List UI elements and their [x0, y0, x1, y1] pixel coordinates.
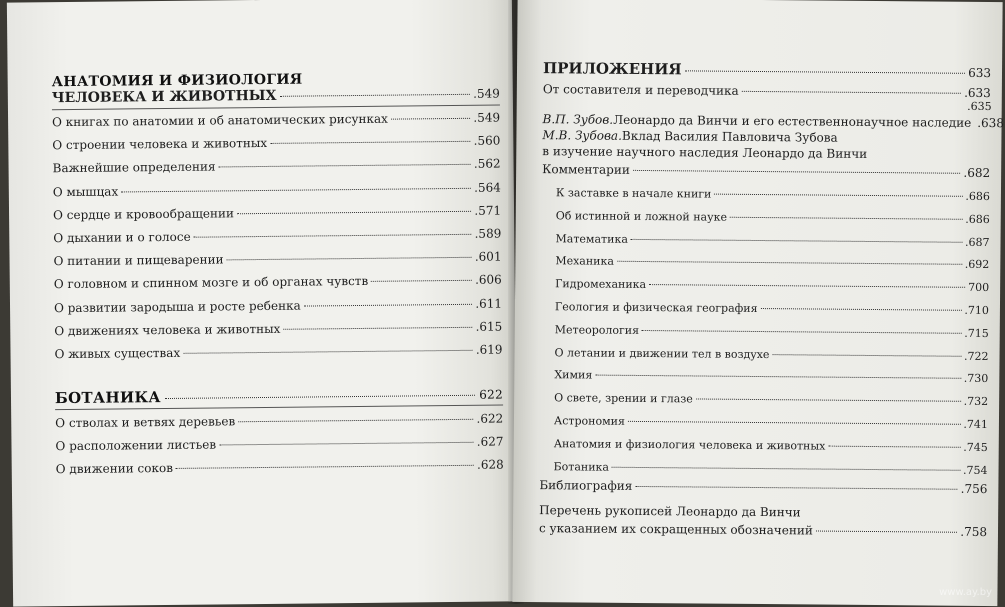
left-page [7, 0, 518, 607]
entry-label: О сердце и кровообращении [53, 206, 234, 223]
toc-entry[interactable] [53, 157, 501, 177]
entry-label: О свете, зрении и глазе [554, 390, 693, 406]
entry-label: Библиография [539, 478, 632, 494]
leader-dots [714, 194, 962, 197]
entry-page: .710 [964, 303, 989, 318]
entry-page: .627 [477, 434, 504, 449]
entry-label: К заставке в начале книги [556, 185, 712, 201]
entry-page: .633 [964, 86, 991, 101]
entry-label: Ботаника [553, 459, 609, 474]
entry-label: О движениях человека и животных [54, 322, 280, 339]
leader-dots [612, 466, 960, 470]
leader-dots [391, 118, 470, 120]
entry-page: .756 [961, 482, 988, 497]
leader-dots [642, 330, 961, 334]
leader-dots [649, 284, 965, 288]
entry-page: .741 [963, 417, 988, 432]
leader-dots [696, 399, 961, 402]
entry-page: .754 [963, 462, 988, 477]
toc-entry[interactable] [54, 319, 502, 339]
toc-entry[interactable] [555, 254, 989, 273]
leader-dots [219, 442, 474, 446]
anatomy-title-row[interactable] [52, 87, 500, 107]
toc-entry-commentary[interactable] [542, 162, 990, 181]
entry-label: Вклад Василия Павловича Зубова [622, 129, 838, 146]
toc-entry[interactable] [55, 434, 503, 454]
toc-entry[interactable] [52, 111, 500, 131]
entry-label: О мышцах [53, 184, 118, 200]
toc-entry[interactable] [555, 322, 989, 341]
toc-entry-bibliography[interactable] [539, 478, 987, 497]
anatomy-title-line1: АНАТОМИЯ И ФИЗИОЛОГИЯ [52, 72, 303, 92]
entry-label: О головном и спинном мозге и об органах чувств [54, 274, 369, 292]
toc-entry[interactable] [554, 390, 988, 409]
entry-label: Химия [554, 368, 592, 383]
entry-page: .589 [475, 226, 502, 241]
botany-title-page: 622 [479, 386, 503, 403]
entry-label: Математика [555, 231, 628, 247]
entry-label: О питании и пищеварении [53, 253, 223, 270]
leader-dots [270, 141, 470, 144]
toc-entry[interactable] [56, 457, 504, 477]
entry-page: .549 [473, 111, 500, 126]
entry-label: О развитии зародыша и росте ребенка [54, 298, 301, 316]
entry-label: Механика [555, 254, 614, 270]
toc-entry[interactable] [54, 273, 502, 293]
leader-dots [617, 261, 962, 265]
entry-page: .730 [964, 371, 989, 386]
leader-dots [595, 375, 960, 379]
entry-page: .692 [965, 257, 990, 272]
entry-label: О стволах и ветвях деревьев [55, 414, 235, 431]
leader-dots [194, 234, 472, 238]
entry-page: .560 [474, 134, 501, 149]
toc-entry[interactable] [554, 436, 988, 455]
leader-dots [279, 94, 470, 97]
toc-entry[interactable] [556, 185, 990, 204]
appendix-title-row[interactable] [543, 61, 991, 81]
leader-dots [176, 465, 474, 469]
entry-page: .628 [477, 457, 504, 472]
leader-dots [685, 70, 965, 73]
appendix-title-page: 633 [968, 66, 991, 81]
botany-entries [7, 0, 512, 3]
toc-entry[interactable] [54, 342, 502, 362]
entry-label-continued: в изучение научного наследия Леонардо да Винчи [542, 144, 867, 162]
leader-dots [633, 170, 961, 174]
toc-entry[interactable] [555, 231, 989, 250]
leader-dots [237, 211, 471, 214]
leader-dots [628, 421, 960, 425]
entry-page: .715 [964, 326, 989, 341]
toc-entry-manuscripts-line1[interactable]: Перечень рукописей Леонардо да Винчи [539, 503, 801, 520]
entry-page: .601 [475, 250, 502, 265]
toc-entry[interactable] [555, 299, 989, 318]
leader-dots [730, 217, 962, 220]
leader-dots [635, 486, 957, 490]
entry-page: .722 [964, 348, 989, 363]
entry-label: Об истинной и ложной науке [556, 208, 727, 224]
leader-dots [772, 354, 961, 357]
entry-label: О строении человека и животных [52, 136, 267, 153]
entry-page: .611 [475, 296, 502, 311]
entry-label: О дыхании и о голосе [53, 230, 191, 246]
toc-entry[interactable] [54, 296, 502, 316]
commentary-entries [518, 0, 1003, 2]
botany-title: БОТАНИКА [55, 389, 161, 407]
entry-label: О летании и движении тел в воздухе [554, 345, 769, 362]
entry-label: О живых существах [54, 346, 180, 362]
leader-dots [183, 350, 473, 354]
leader-dots [283, 327, 472, 330]
entry-label: Метеорология [555, 322, 639, 338]
entry-page: .564 [474, 180, 501, 195]
toc-entry[interactable] [53, 250, 501, 270]
toc-entry[interactable] [53, 226, 501, 246]
toc-entry[interactable] [554, 345, 988, 364]
toc-entry[interactable] [556, 208, 990, 227]
anatomy-title-line2: ЧЕЛОВЕКА И ЖИВОТНЫХ [52, 89, 277, 106]
right-page [512, 0, 1002, 606]
entry-page: .686 [965, 189, 990, 204]
toc-entry[interactable] [554, 368, 988, 387]
bleed-page-number: .635 [967, 99, 992, 114]
toc-entry[interactable] [555, 276, 989, 295]
entry-page: .638 [977, 116, 1004, 131]
toc-entry[interactable] [554, 413, 988, 432]
entry-label: Анатомия и физиология человека и животных [554, 436, 826, 453]
entry-label: От составителя и переводчика [543, 82, 739, 99]
anatomy-title-page: .549 [473, 87, 500, 102]
entry-label: Гидромеханика [555, 276, 646, 292]
entry-page: .745 [963, 440, 988, 455]
toc-entry[interactable] [553, 459, 987, 478]
toc-entry-manuscripts[interactable] [539, 521, 987, 540]
entry-page: .686 [965, 212, 990, 227]
leader-dots [816, 531, 957, 533]
entry-page: .562 [474, 157, 501, 172]
entry-label: О книгах по анатомии и об анатомических рисунках [52, 112, 388, 131]
anatomy-entries [7, 0, 512, 3]
toc-entry[interactable] [53, 180, 501, 200]
entry-author: М.В. Зубова. [542, 128, 622, 144]
leader-dots [631, 238, 962, 242]
leader-dots [742, 91, 961, 94]
entry-page: .682 [963, 166, 990, 181]
entry-page: .615 [475, 319, 502, 334]
entry-label: Комментарии [542, 162, 630, 178]
entry-label: Геология и физическая география [555, 299, 758, 316]
leader-dots [304, 303, 473, 306]
entry-label: О расположении листьев [55, 437, 216, 454]
entry-label: О движении соков [56, 461, 173, 477]
leader-dots [761, 308, 962, 311]
entry-label: Астрономия [554, 413, 625, 429]
leader-dots [219, 164, 471, 168]
entry-page: .619 [476, 342, 503, 357]
entry-label-continued: с указанием их сокращенных обозначений [539, 521, 813, 538]
leader-dots [238, 419, 473, 422]
leader-dots [165, 395, 475, 399]
entry-page: .758 [960, 525, 987, 540]
appendix-title: ПРИЛОЖЕНИЯ [543, 61, 682, 77]
leader-dots [371, 280, 472, 282]
entry-page: .606 [475, 273, 502, 288]
toc-entry[interactable] [53, 203, 501, 223]
leader-dots [828, 445, 960, 447]
leader-dots [227, 257, 472, 261]
toc-entry[interactable] [55, 411, 503, 431]
entry-page: 700 [968, 280, 989, 295]
toc-entry[interactable] [52, 134, 500, 154]
entry-label: Важнейшие определения [53, 160, 216, 177]
leader-dots [121, 187, 471, 192]
toc-entry[interactable] [543, 82, 991, 101]
entry-page: .622 [476, 411, 503, 426]
entry-author: В.П. Зубов. [543, 112, 614, 128]
entry-label: Леонардо да Винчи и его естественнонаучное наследие [613, 113, 971, 131]
entry-page: .571 [474, 203, 501, 218]
entry-page: .687 [965, 234, 990, 249]
entry-page: .732 [964, 394, 989, 409]
watermark-text: www.ay.by [939, 587, 992, 598]
